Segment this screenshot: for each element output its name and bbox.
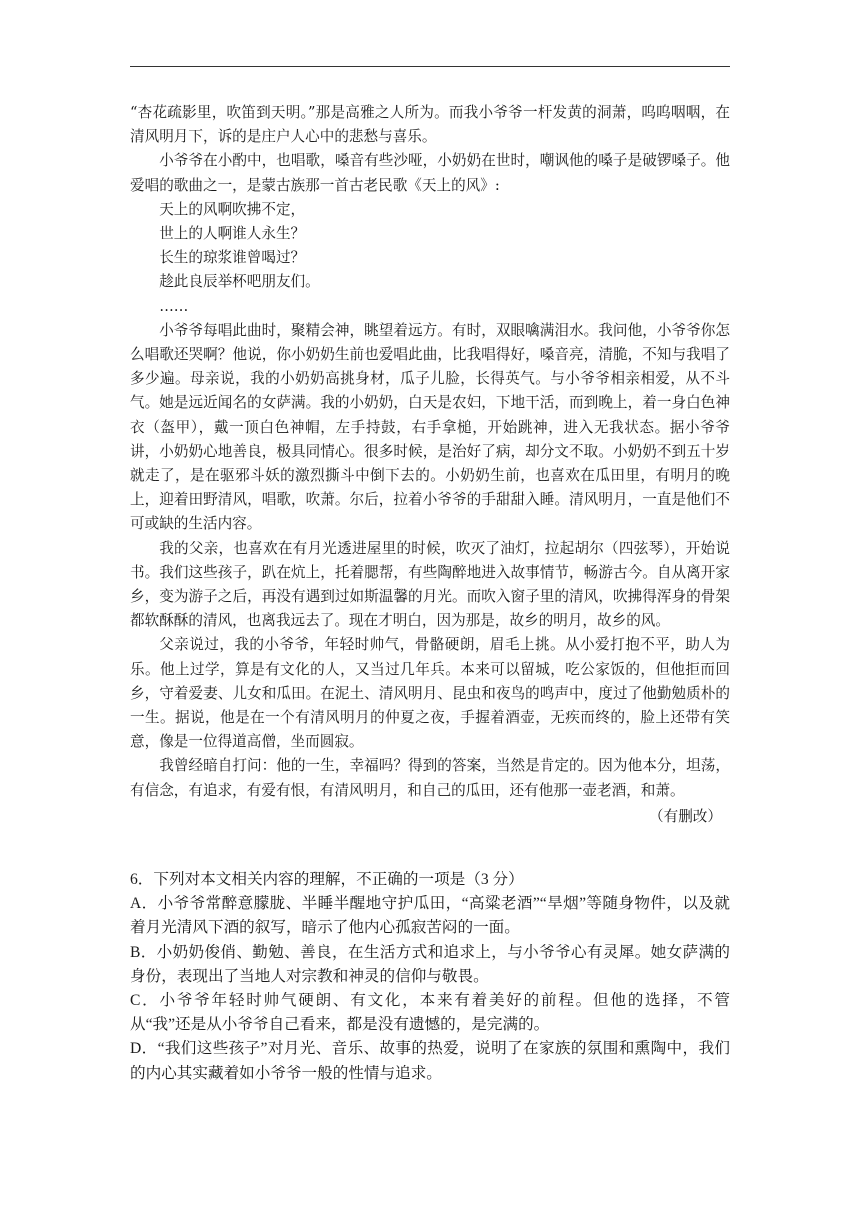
article-body (130, 101, 730, 829)
header-rule (130, 66, 730, 67)
article-paragraph: 我曾经暗自打问：他的一生，幸福吗？得到的答案，当然是肯定的。因为他本分，坦荡，有信念，有追求，有爱有恨，有清风明月，和自己的瓜田，还有他那一壶老酒，和萧。 (130, 757, 730, 799)
article-paragraph: 小爷爷在小酌中，也唱歌，嗓音有些沙哑，小奶奶在世时，嘲讽他的嗓子是破锣嗓子。他爱唱的歌曲之一，是蒙古族那一首古老民歌《天上的风》: (130, 152, 730, 194)
option-d: D．“我们这些孩子”对月光、音乐、故事的热爱，说明了在家族的氛围和熏陶中，我们的内心其实藏着如小爷爷一般的性情与追求。 (130, 1040, 730, 1082)
poem-line: 世上的人啊谁人永生？ (159, 225, 306, 243)
question-stem: 6．下列对本文相关内容的理解，不正确的一项是（3 分） (130, 871, 524, 888)
poem-ellipsis: …… (159, 297, 189, 315)
option-c: C．小爷爷年轻时帅气硬朗、有文化，本来有着美好的前程。但他的选择，不管从“我”还是从小爷爷自己看来，都是没有遗憾的，是完满的。 (130, 992, 730, 1034)
article-paragraph: 我的父亲，也喜欢在有月光透进屋里的时候，吹灭了油灯，拉起胡尔（四弦琴），开始说书。我们这些孩子，趴在炕上，托着腮帮，有些陶醉地进入故事情节，畅游古今。自从离开家乡，变为游子之后，再没有遇到过如斯温馨的月光。而吹入窗子里的清风，吹拂得浑身的骨架都软酥酥的清风，也离我远去了。现在才明白，因为那是，故乡的明月，故乡的风。 (130, 539, 730, 630)
article-paragraph: 小爷爷每唱此曲时，聚精会神，眺望着远方。有时，双眼噙满泪水。我问他，小爷爷你怎么唱歌还哭啊？他说，你小奶奶生前也爱唱此曲，比我唱得好，嗓音亮，清脆，不知与我唱了多少遍。母亲说，我的小奶奶高挑身材，瓜子儿脸，长得英气。与小爷爷相亲相爱，从不斗气。她是远近闻名的女萨满。我的小奶奶，白天是农妇，下地干活，而到晚上，着一身白色神衣（盔甲），戴一顶白色神帽，左手持鼓，右手拿槌，开始跳神，进入无我状态。据小爷爷讲，小奶奶心地善良，极具同情心。很多时候，是治好了病，却分文不取。小奶奶不到五十岁就走了，是在驱邪斗妖的激烈撕斗中倒下去的。小奶奶生前，也喜欢在瓜田里，有明月的晚上，迎着田野清风，唱歌，吹萧。尔后，拉着小爷爷的手甜甜入睡。清风明月，一直是他们不可或缺的生活内容。 (130, 321, 730, 533)
article-paragraph: “杏花疏影里，吹笛到天明。”那是高雅之人所为。而我小爷爷一杆发黄的洞萧，呜呜咽咽，在清风明月下，诉的是庄户人心中的悲愁与喜乐。 (130, 104, 730, 146)
source-note: （有删改） (649, 807, 722, 825)
article-paragraph: 父亲说过，我的小爷爷，年轻时帅气，骨骼硬朗，眉毛上挑。从小爱打抱不平，助人为乐。他上过学，算是有文化的人，又当过几年兵。本来可以留城，吃公家饭的，但他拒而回乡，守着爱妻、儿女和瓜田。在泥土、清风明月、昆虫和夜鸟的鸣声中，度过了他勤勉质朴的一生。据说，他是在一个有清风明月的仲夏之夜，手握着酒壶，无疾而终的，脸上还带有笑意，像是一位得道高僧，坐而圆寂。 (130, 636, 730, 751)
option-b: B．小奶奶俊俏、勤勉、善良，在生活方式和追求上，与小爷爷心有灵犀。她女萨满的身份，表现出了当地人对宗教和神灵的信仰与敬畏。 (130, 943, 730, 985)
question-6 (130, 868, 730, 1086)
poem-line: 长生的琼浆谁曾喝过？ (159, 249, 306, 267)
option-a: A．小爷爷常醉意朦胧、半睡半醒地守护瓜田，“高粱老酒”“旱烟”等随身物件，以及就着月光清风下酒的叙写，暗示了他内心孤寂苦闷的一面。 (130, 895, 730, 937)
poem-line: 天上的风啊吹拂不定， (159, 200, 306, 218)
poem-line: 趁此良辰举杯吧朋友们。 (159, 273, 320, 291)
